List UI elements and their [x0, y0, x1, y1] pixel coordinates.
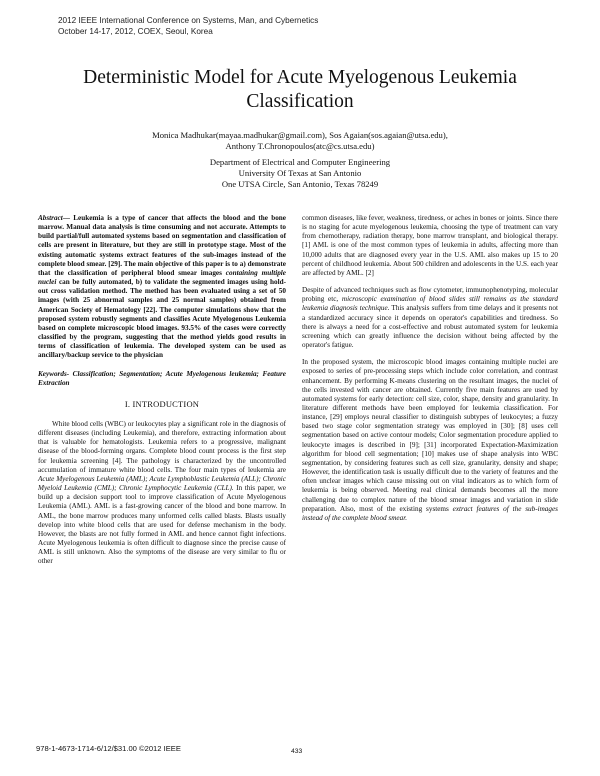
intro-text-2: In this paper, we build up a decision support tool to improve classification of Acute Myelogenous Leukemia (AML). AML is a fast-growing cancer of the blood and bone marrow. In AML, the bone marrow produces many unformed cells called blasts. Blasts usually develop into white blood cells that are used for defense mechanism in the body. However, the blasts are not fully formed in AML and hence cannot fight infections. Acute Myelogenous leukemia is often difficult to diagnose since the precise cause of AML is still unknown. Also the symptoms of the disease are very similar to flu or other — [38, 484, 286, 566]
authors-line-1: Monica Madhukar(mayaa.madhukar@gmail.com), Sos Agaian(sos.agaian@utsa.edu), — [152, 130, 448, 140]
conference-header — [58, 16, 318, 37]
right-paragraph-3 — [302, 358, 558, 523]
conference-date-location: October 14-17, 2012, COEX, Seoul, Korea — [58, 26, 213, 36]
footer-isbn: 978-1-4673-1714-6/12/$31.00 ©2012 IEEE — [36, 744, 181, 753]
abstract — [38, 214, 286, 361]
right-paragraph-1: common diseases, like fever, weakness, tiredness, or aches in bones or joints. Since there is no staging for acute myelogenous leukemia, choosing the type of treatment can vary from chemotherapy, radiation therapy, bone marrow transplant, and biological therapy. [1] AML is one of the most common types of leukemia in adults, affecting more than 10,000 adults that are diagnosed every year in the U.S. AML also makes up 15 to 20 percent of childhood leukemia. About 500 children and adolescents in the U.S. each year are affected by AML. [2] — [302, 214, 558, 277]
keywords: Keywords- Classification; Segmentation; Acute Myelogenous leukemia; Feature Extraction — [38, 369, 286, 387]
right-p2-emphasis: microscopic examination of blood slides still remains as the standard leukemia diagnosis technique — [302, 295, 558, 313]
affiliation — [60, 157, 540, 190]
right-p2-text-2: . This analysis suffers from time delays and it presents not a standardized accuracy since it depends on operator's capabilities and tiredness. So there is always a need for a cost-effective and robust automated system for leukemia screening which can greatly influence the decision without being affected by the operator's fatigue. — [302, 304, 558, 350]
conference-name: 2012 IEEE International Conference on Systems, Man, and Cybernetics — [58, 16, 319, 25]
author-list — [60, 130, 540, 152]
affiliation-address: One UTSA Circle, San Antonio, Texas 78249 — [221, 179, 379, 189]
intro-text-1: White blood cells (WBC) or leukocytes play a significant role in the diagnosis of different diseases (including Leukemia), and therefore, extracting information about that is valuable for hematologists. Leukemia refers to a progressive, malignant disease of the blood-forming organs. Complete blood count process is the first step for leukemia screening [4]. The pathology is characterized by the uncontrolled accumulation of immature white blood cells. The four main types of leukemia are — [38, 419, 286, 474]
abstract-text-2: can be fully automated, b) to validate the segmented images using hold-out cross validation method. The method has been evaluated using a set of 50 images (with 25 abnormal samples and 25 normal samples) obtained from American Society of Hematology [22]. The computer simulations show that the proposed system robustly segments and classifies Acute Myelogenous Leukemia based on complete microscopic blood images. 93.5% of the cases were correctly classified by the program, suggesting that the method yields good results in terms of classification of leukemia. The developed system can be used as ancillary/backup service to the physician — [38, 278, 286, 360]
intro-leukemia-types: Acute Myelogenous Leukemia (AML); Acute Lymphoblastic Leukemia (ALL); Chronic Myeloid Leukemia (CML); Chronic Lymphocytic Leukemia (CLL). — [38, 474, 286, 493]
affiliation-department: Department of Electrical and Computer Engineering — [209, 157, 391, 167]
right-paragraph-2 — [302, 286, 558, 350]
right-p2-text-1: Despite of advanced techniques such as flow cytometer, immunophenotyping, molecular probing etc, — [302, 286, 558, 304]
paper-title: Deterministic Model for Acute Myelogenous Leukemia Classification — [83, 67, 517, 112]
intro-paragraph — [38, 420, 286, 567]
right-column — [302, 214, 558, 523]
abstract-label: Abstract — [38, 214, 63, 222]
page-number: 433 — [291, 748, 303, 755]
affiliation-university: University Of Texas at San Antonio — [238, 168, 362, 178]
left-column — [38, 214, 286, 566]
section-heading-introduction: I. INTRODUCTION — [124, 398, 200, 409]
abstract-text-1: — Leukemia is a type of cancer that affects the blood and the bone marrow. Manual data analysis is time consuming and not accurate. Attempts to build partial/full automated systems based on segmentation and classification of cells are present in literature, but they are still in prototype stage. Most of the existing automatic systems extract features of the sub-images instead of the complete blood smear. [29]. The main objective of this paper is to a) demonstrate that the classification of peripheral blood smear images — [38, 214, 286, 277]
right-p3-emphasis: extract features of the sub-images instead of the complete blood smear. — [302, 504, 558, 522]
right-p3-text: In the proposed system, the microscopic blood images containing multiple nuclei are exposed to series of pre-processing steps which include color correlation, and contrast enhancement. By performing K-means clustering on the resultant images, the nuclei of the cells invested with cancer are obtained. Currently five main features are used by automated systems for early detection: cell size, color, shape, density and granularity. In literature different methods have been employed for leukemia classification. For instance, [29] employs neural classifier to distinguish subtypes of leukocytes; a fuzzy based two stage color segmentation strategy was employed in [30]; [8] uses cell segmentation based on active contour models; Color segmentation procedure applied to leukocyte images is described in [9]; [31] incorporated Expectation-Maximization algorithm for blood cell segmentation; [10] makes use of shape analysis into WBC segmentation, by considering features such as cell size, granularity, density and shape; However, the identification task is usually difficult due to the variety of features and the often unclear images which cause missing out on vital indicators as to which form of leukemia is being observed. Meeting real clinical demands becomes all the more challenging due to complex nature of the blood smear images and variation in slide preparation. Also, most of the existing systems — [302, 358, 558, 513]
abstract-emphasis: containing multiple nuclei — [38, 268, 286, 287]
authors-line-2: Anthony T.Chronopoulos(atc@cs.utsa.edu) — [225, 141, 375, 151]
